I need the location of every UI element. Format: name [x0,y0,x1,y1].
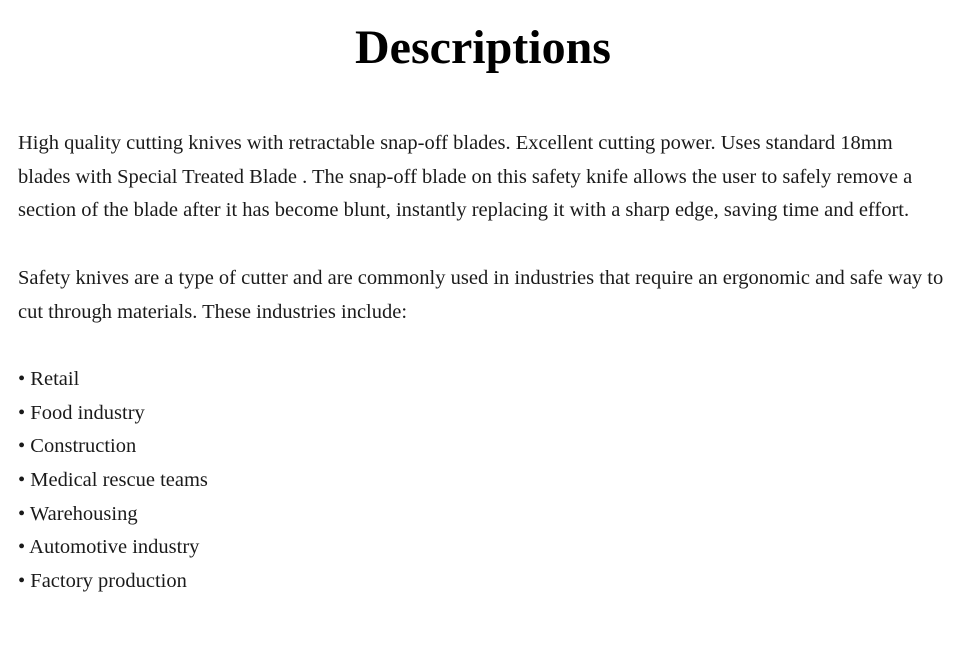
list-item: • Medical rescue teams [18,469,208,491]
list-item: • Construction [18,435,137,458]
list-item: • Retail [18,367,80,390]
product-description-paragraph: High quality cutting knives with retractable snap-off blades. Excellent cutting power. Uses standard 18mm blades with Special Treated Blade . The snap-off blade on this safety knife allows the user to safely remove a section of the blade after it has become blunt, instantly replacing it with a sharp edge, saving time and effort. [18,132,913,222]
industries-intro-paragraph: Safety knives are a type of cutter and are commonly used in industries that require an ergonomic and safe way to cut through materials. These industries include: [18,266,944,323]
list-item: • Food industry [18,401,145,424]
list-item: • Factory production [18,570,187,593]
page-title: Descriptions [355,21,611,74]
industries-list [18,363,948,599]
list-item: • Automotive industry [18,536,200,559]
list-item: • Warehousing [18,502,138,525]
